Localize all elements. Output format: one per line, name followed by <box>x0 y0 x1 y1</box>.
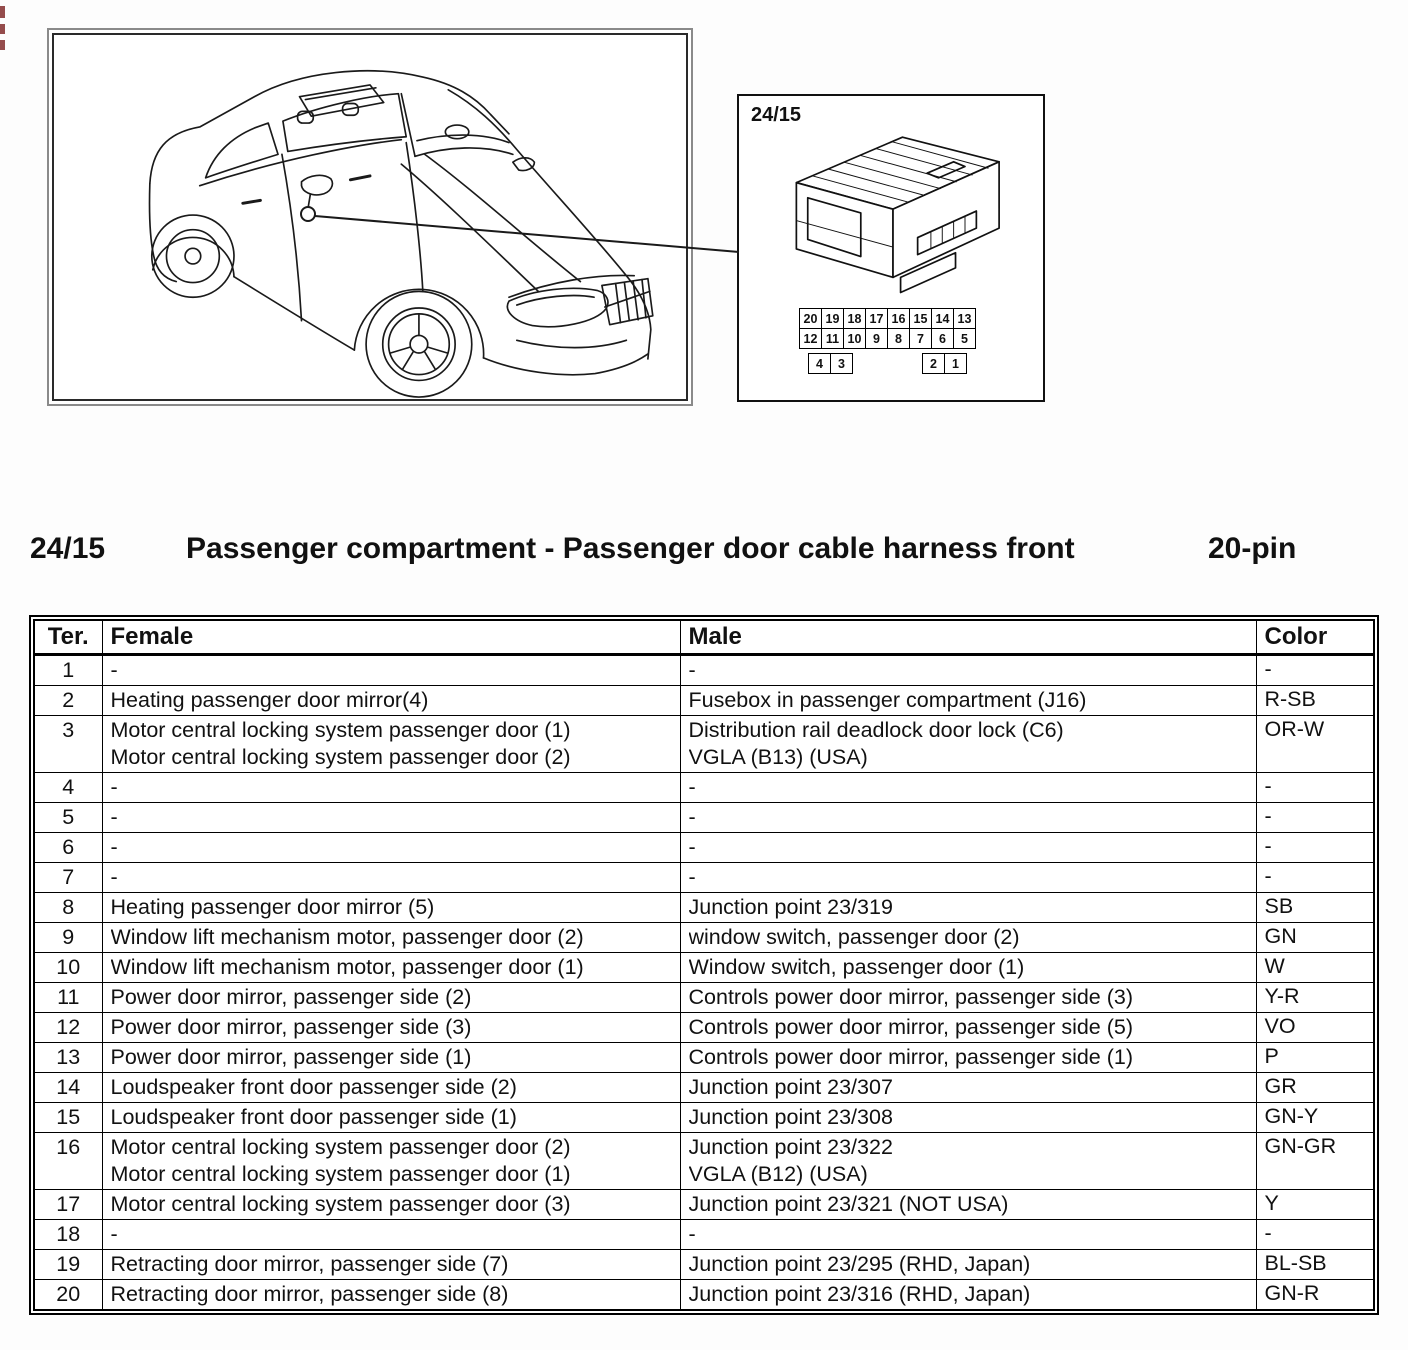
pin-pair-right <box>922 353 966 373</box>
female-cell-line: Window lift mechanism motor, passenger door (1) <box>110 955 584 979</box>
pin-5: 5 <box>953 328 976 349</box>
pin-row-mid <box>799 328 975 348</box>
male-cell-line: Distribution rail deadlock door lock (C6) <box>688 718 1064 742</box>
terminal-number: 16 <box>34 1133 102 1190</box>
male-cell <box>680 773 1256 803</box>
male-cell <box>680 686 1256 716</box>
female-cell <box>102 1280 680 1311</box>
terminal-number: 10 <box>34 953 102 983</box>
female-cell-line: Power door mirror, passenger side (1) <box>110 1045 472 1069</box>
color-cell: P <box>1256 1043 1374 1073</box>
male-cell-line: - <box>688 805 696 829</box>
female-cell <box>102 953 680 983</box>
color-cell: BL-SB <box>1256 1250 1374 1280</box>
pin-13: 13 <box>953 308 976 329</box>
terminal-number: 7 <box>34 863 102 893</box>
male-cell-line: - <box>688 865 696 889</box>
male-cell <box>680 893 1256 923</box>
color-cell: - <box>1256 1220 1374 1250</box>
female-cell-line: Motor central locking system passenger door (2) <box>110 1135 571 1159</box>
column-header-color: Color <box>1256 620 1374 655</box>
female-cell <box>102 833 680 863</box>
female-cell <box>102 983 680 1013</box>
male-cell-line: Controls power door mirror, passenger side (1) <box>688 1045 1134 1069</box>
table-row <box>34 1133 1374 1190</box>
table-row <box>34 1280 1374 1311</box>
female-cell <box>102 1250 680 1280</box>
pin-20: 20 <box>799 308 822 329</box>
female-cell <box>102 1043 680 1073</box>
pin-10: 10 <box>843 328 866 349</box>
male-cell <box>680 833 1256 863</box>
pin-12: 12 <box>799 328 822 349</box>
male-cell-line: Window switch, passenger door (1) <box>688 955 1025 979</box>
terminal-number: 5 <box>34 803 102 833</box>
table-row <box>34 893 1374 923</box>
female-cell <box>102 1013 680 1043</box>
male-cell-line: Junction point 23/307 <box>688 1075 893 1099</box>
color-cell: - <box>1256 773 1374 803</box>
pin-14: 14 <box>931 308 954 329</box>
pin-15: 15 <box>909 308 932 329</box>
color-cell: GN <box>1256 923 1374 953</box>
male-cell-line: Junction point 23/322 <box>688 1135 893 1159</box>
female-cell <box>102 1103 680 1133</box>
terminal-number: 8 <box>34 893 102 923</box>
female-cell-line: Heating passenger door mirror (5) <box>110 895 435 919</box>
color-cell: W <box>1256 953 1374 983</box>
male-cell-line: - <box>688 1222 696 1246</box>
table-row <box>34 686 1374 716</box>
female-cell <box>102 803 680 833</box>
color-cell: GR <box>1256 1073 1374 1103</box>
female-cell <box>102 863 680 893</box>
car-illustration-box <box>47 28 693 406</box>
table-row <box>34 1220 1374 1250</box>
car-illustration-border <box>52 33 688 401</box>
pin-pair-left <box>808 353 852 373</box>
female-cell-line: - <box>110 658 118 682</box>
pin-11: 11 <box>821 328 844 349</box>
title-pin-count: 20-pin <box>1208 532 1297 565</box>
table-row <box>34 716 1374 773</box>
scan-artifact <box>0 24 5 34</box>
pin-9: 9 <box>865 328 888 349</box>
male-cell-line: Controls power door mirror, passenger side (3) <box>688 985 1134 1009</box>
table-row <box>34 1073 1374 1103</box>
column-header-female: Female <box>102 620 680 655</box>
terminal-number: 15 <box>34 1103 102 1133</box>
table-row <box>34 983 1374 1013</box>
color-cell: GN-Y <box>1256 1103 1374 1133</box>
female-cell-line: - <box>110 865 118 889</box>
title-connector-code: 24/15 <box>30 532 106 565</box>
pin-18: 18 <box>843 308 866 329</box>
male-cell-line: window switch, passenger door (2) <box>688 925 1020 949</box>
male-cell <box>680 953 1256 983</box>
terminal-number: 20 <box>34 1280 102 1311</box>
table-row <box>34 863 1374 893</box>
male-cell <box>680 863 1256 893</box>
color-cell: VO <box>1256 1013 1374 1043</box>
pin-19: 19 <box>821 308 844 329</box>
male-cell-line: VGLA (B13) (USA) <box>688 745 868 769</box>
pin-3: 3 <box>830 353 853 374</box>
female-cell-line: - <box>110 805 118 829</box>
male-cell-line: VGLA (B12) (USA) <box>688 1162 868 1186</box>
color-cell: R-SB <box>1256 686 1374 716</box>
male-cell <box>680 1043 1256 1073</box>
female-cell-line: Loudspeaker front door passenger side (1) <box>110 1105 517 1129</box>
male-cell-line: Junction point 23/316 (RHD, Japan) <box>688 1282 1031 1306</box>
connector-illustration <box>755 122 1031 302</box>
male-cell-line: Controls power door mirror, passenger side (5) <box>688 1015 1134 1039</box>
terminal-number: 14 <box>34 1073 102 1103</box>
male-cell <box>680 1190 1256 1220</box>
color-cell: Y <box>1256 1190 1374 1220</box>
female-cell-line: - <box>110 1222 118 1246</box>
table-row <box>34 1190 1374 1220</box>
male-cell <box>680 923 1256 953</box>
female-cell-line: Motor central locking system passenger door (3) <box>110 1192 571 1216</box>
female-cell-line: Power door mirror, passenger side (3) <box>110 1015 472 1039</box>
table-row <box>34 1043 1374 1073</box>
connector-pin-grid <box>799 308 975 373</box>
pin-16: 16 <box>887 308 910 329</box>
table-row <box>34 953 1374 983</box>
color-cell: - <box>1256 833 1374 863</box>
female-cell <box>102 1220 680 1250</box>
pin-4: 4 <box>808 353 831 374</box>
column-header-male: Male <box>680 620 1256 655</box>
terminal-number: 13 <box>34 1043 102 1073</box>
color-cell: - <box>1256 655 1374 686</box>
male-cell <box>680 803 1256 833</box>
table-row <box>34 803 1374 833</box>
terminal-number: 19 <box>34 1250 102 1280</box>
female-cell-line: Window lift mechanism motor, passenger door (2) <box>110 925 584 949</box>
female-cell-line: Motor central locking system passenger door (2) <box>110 745 571 769</box>
terminal-number: 1 <box>34 655 102 686</box>
scan-artifact <box>0 40 5 50</box>
male-cell <box>680 716 1256 773</box>
table-row <box>34 1013 1374 1043</box>
terminal-number: 4 <box>34 773 102 803</box>
color-cell: - <box>1256 803 1374 833</box>
female-cell <box>102 655 680 686</box>
male-cell-line: Junction point 23/308 <box>688 1105 893 1129</box>
female-cell-line: Retracting door mirror, passenger side (8) <box>110 1282 509 1306</box>
page-title <box>0 532 1408 572</box>
female-cell-line: Power door mirror, passenger side (2) <box>110 985 472 1009</box>
male-cell-line: Junction point 23/321 (NOT USA) <box>688 1192 1009 1216</box>
scan-artifact <box>0 6 5 18</box>
male-cell-line: Junction point 23/295 (RHD, Japan) <box>688 1252 1031 1276</box>
color-cell: - <box>1256 863 1374 893</box>
terminal-number: 18 <box>34 1220 102 1250</box>
color-cell: OR-W <box>1256 716 1374 773</box>
male-cell <box>680 1103 1256 1133</box>
table-row <box>34 1103 1374 1133</box>
connector-label: 24/15 <box>751 104 802 126</box>
pin-2: 2 <box>922 353 945 374</box>
pin-17: 17 <box>865 308 888 329</box>
color-cell: GN-R <box>1256 1280 1374 1311</box>
pin-8: 8 <box>887 328 910 349</box>
female-cell-line: - <box>110 835 118 859</box>
male-cell-line: Fusebox in passenger compartment (J16) <box>688 688 1087 712</box>
male-cell <box>680 1073 1256 1103</box>
male-cell <box>680 655 1256 686</box>
table-row <box>34 1250 1374 1280</box>
female-cell <box>102 773 680 803</box>
male-cell <box>680 1133 1256 1190</box>
table-header-row <box>34 620 1374 655</box>
female-cell <box>102 923 680 953</box>
table-row <box>34 833 1374 863</box>
terminal-number: 2 <box>34 686 102 716</box>
pin-1: 1 <box>944 353 967 374</box>
table-row <box>34 923 1374 953</box>
pin-row-top <box>799 308 975 328</box>
male-cell <box>680 1220 1256 1250</box>
pin-6: 6 <box>931 328 954 349</box>
male-cell-line: - <box>688 658 696 682</box>
pinout-table-frame <box>29 615 1379 1315</box>
male-cell <box>680 1013 1256 1043</box>
female-cell <box>102 893 680 923</box>
female-cell-line: Retracting door mirror, passenger side (7) <box>110 1252 509 1276</box>
male-cell <box>680 1280 1256 1311</box>
pinout-table <box>33 619 1375 1311</box>
car-illustration <box>54 35 686 399</box>
color-cell: Y-R <box>1256 983 1374 1013</box>
table-row <box>34 773 1374 803</box>
female-cell <box>102 1133 680 1190</box>
terminal-number: 11 <box>34 983 102 1013</box>
terminal-number: 17 <box>34 1190 102 1220</box>
male-cell <box>680 1250 1256 1280</box>
female-cell-line: Motor central locking system passenger door (1) <box>110 718 571 742</box>
pin-row-bottom <box>799 353 975 373</box>
column-header-ter: Ter. <box>34 620 102 655</box>
female-cell-line: - <box>110 775 118 799</box>
male-cell-line: - <box>688 835 696 859</box>
color-cell: SB <box>1256 893 1374 923</box>
female-cell-line: Loudspeaker front door passenger side (2) <box>110 1075 517 1099</box>
table-row <box>34 655 1374 686</box>
female-cell-line: Heating passenger door mirror(4) <box>110 688 429 712</box>
female-cell <box>102 716 680 773</box>
terminal-number: 3 <box>34 716 102 773</box>
female-cell <box>102 1190 680 1220</box>
male-cell-line: - <box>688 775 696 799</box>
male-cell-line: Junction point 23/319 <box>688 895 893 919</box>
terminal-number: 6 <box>34 833 102 863</box>
connector-box <box>737 94 1045 402</box>
female-cell <box>102 1073 680 1103</box>
terminal-number: 9 <box>34 923 102 953</box>
terminal-number: 12 <box>34 1013 102 1043</box>
male-cell <box>680 983 1256 1013</box>
pin-7: 7 <box>909 328 932 349</box>
title-text: Passenger compartment - Passenger door cable harness front <box>186 532 1075 565</box>
female-cell <box>102 686 680 716</box>
color-cell: GN-GR <box>1256 1133 1374 1190</box>
female-cell-line: Motor central locking system passenger door (1) <box>110 1162 571 1186</box>
